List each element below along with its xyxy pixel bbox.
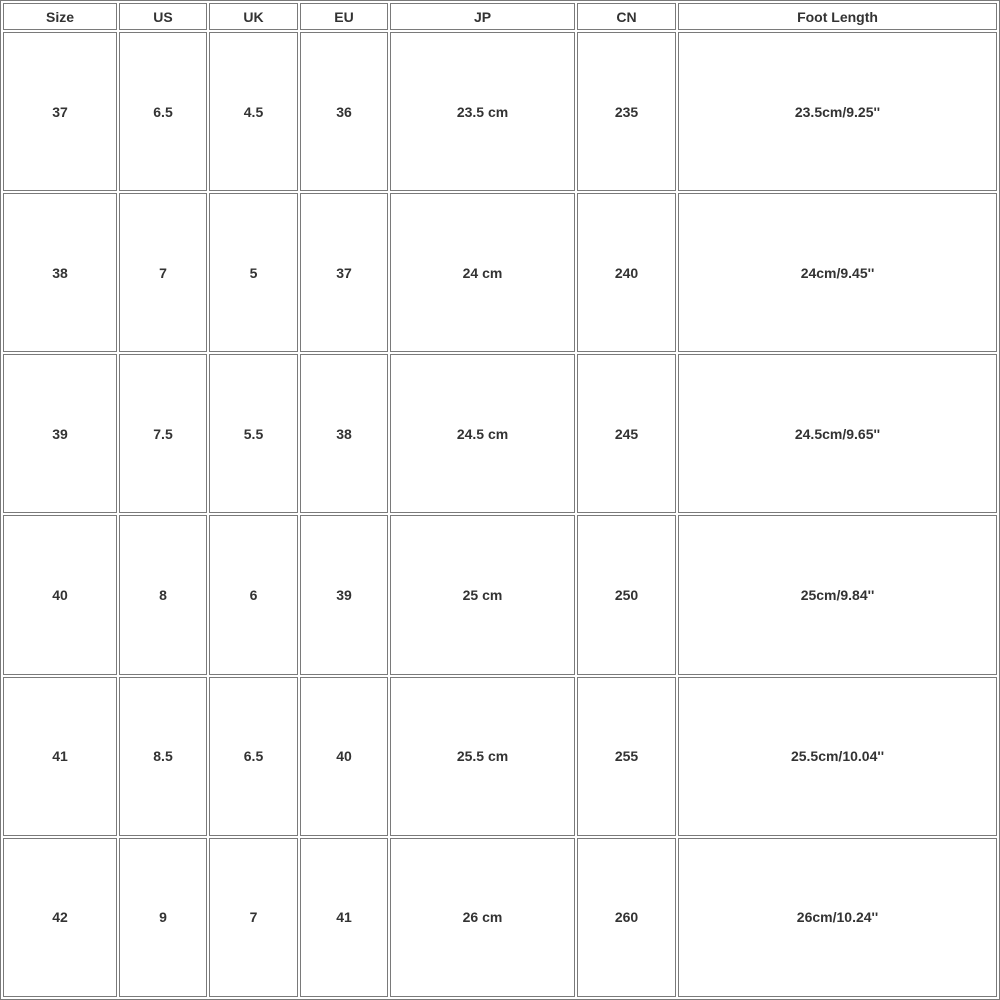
header-foot-length: Foot Length <box>678 3 997 30</box>
table-row <box>3 515 997 674</box>
table-row <box>3 32 997 191</box>
cell-uk: 7 <box>209 838 298 997</box>
table-row <box>3 354 997 513</box>
cell-jp: 25.5 cm <box>390 677 575 836</box>
cell-cn: 235 <box>577 32 676 191</box>
cell-foot-length: 26cm/10.24'' <box>678 838 997 997</box>
cell-us: 7.5 <box>119 354 207 513</box>
cell-eu: 41 <box>300 838 388 997</box>
cell-jp: 24 cm <box>390 193 575 352</box>
cell-us: 8 <box>119 515 207 674</box>
header-cn: CN <box>577 3 676 30</box>
cell-us: 8.5 <box>119 677 207 836</box>
cell-us: 9 <box>119 838 207 997</box>
cell-uk: 5.5 <box>209 354 298 513</box>
cell-foot-length: 24cm/9.45'' <box>678 193 997 352</box>
cell-size: 38 <box>3 193 117 352</box>
cell-foot-length: 25cm/9.84'' <box>678 515 997 674</box>
cell-foot-length: 25.5cm/10.04'' <box>678 677 997 836</box>
table-row <box>3 193 997 352</box>
cell-us: 6.5 <box>119 32 207 191</box>
cell-size: 40 <box>3 515 117 674</box>
header-row <box>3 3 997 30</box>
header-jp: JP <box>390 3 575 30</box>
cell-eu: 36 <box>300 32 388 191</box>
cell-us: 7 <box>119 193 207 352</box>
cell-cn: 240 <box>577 193 676 352</box>
cell-size: 37 <box>3 32 117 191</box>
cell-uk: 6.5 <box>209 677 298 836</box>
cell-foot-length: 24.5cm/9.65'' <box>678 354 997 513</box>
cell-jp: 24.5 cm <box>390 354 575 513</box>
header-size: Size <box>3 3 117 30</box>
cell-eu: 38 <box>300 354 388 513</box>
cell-uk: 4.5 <box>209 32 298 191</box>
cell-cn: 255 <box>577 677 676 836</box>
table-row <box>3 677 997 836</box>
cell-eu: 39 <box>300 515 388 674</box>
cell-cn: 260 <box>577 838 676 997</box>
cell-uk: 6 <box>209 515 298 674</box>
header-eu: EU <box>300 3 388 30</box>
cell-eu: 40 <box>300 677 388 836</box>
cell-size: 42 <box>3 838 117 997</box>
header-uk: UK <box>209 3 298 30</box>
cell-eu: 37 <box>300 193 388 352</box>
cell-size: 39 <box>3 354 117 513</box>
cell-uk: 5 <box>209 193 298 352</box>
cell-size: 41 <box>3 677 117 836</box>
cell-cn: 245 <box>577 354 676 513</box>
table-row <box>3 838 997 997</box>
cell-foot-length: 23.5cm/9.25'' <box>678 32 997 191</box>
cell-jp: 25 cm <box>390 515 575 674</box>
cell-jp: 23.5 cm <box>390 32 575 191</box>
header-us: US <box>119 3 207 30</box>
cell-cn: 250 <box>577 515 676 674</box>
cell-jp: 26 cm <box>390 838 575 997</box>
